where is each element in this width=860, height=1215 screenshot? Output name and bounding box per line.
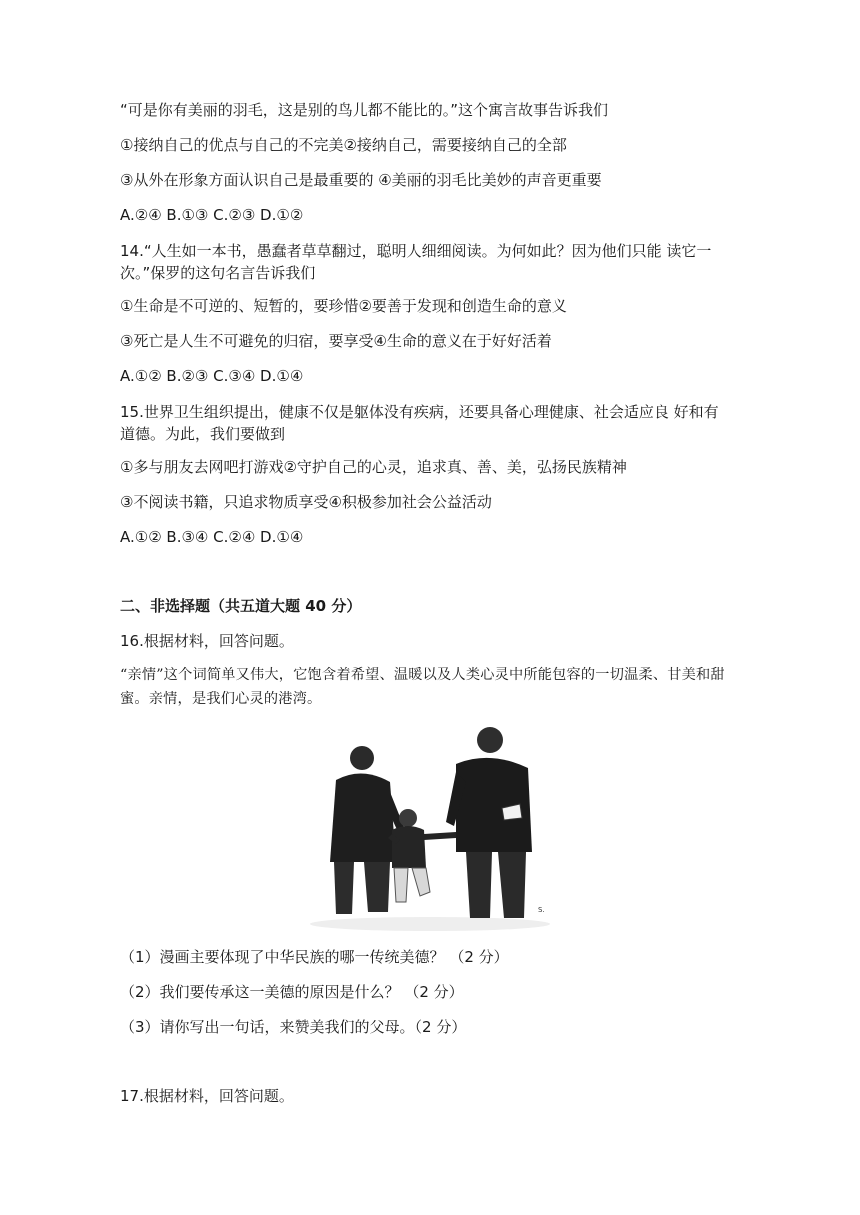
right-adult-figure [446,727,532,918]
q16-sub-question-1: （1）漫画主要体现了中华民族的哪一传统美德？ （2 分） [120,948,509,966]
q13-options-line-2: ③从外在形象方面认识自己是最重要的 ④美丽的羽毛比美妙的声音更重要 [120,171,602,189]
q15-options-line-1: ①多与朋友去网吧打游戏②守护自己的心灵，追求真、善、美，弘扬民族精神 [120,458,627,476]
q13-choices: A.②④ B.①③ C.②③ D.①② [120,206,304,224]
q16-sub-question-3: （3）请你写出一句话，来赞美我们的父母。（2 分） [120,1018,467,1036]
q16-sub-question-2: （2）我们要传承这一美德的原因是什么？ （2 分） [120,983,464,1001]
q14-stem: 14.“人生如一本书，愚蠢者草草翻过，聪明人细细阅读。为何如此？因为他们只能 读它一次。”保罗的这句名言告诉我们 [120,242,712,282]
q17-title: 17.根据材料，回答问题。 [120,1087,294,1105]
q13-stem-tail: “可是你有美丽的羽毛，这是别的鸟儿都不能比的。”这个寓言故事告诉我们 [120,101,609,119]
q15-options-line-2: ③不阅读书籍，只追求物质享受④积极参加社会公益活动 [120,493,492,511]
q15-stem: 15.世界卫生组织提出，健康不仅是躯体没有疾病，还要具备心理健康、社会适应良 好和有道德。为此，我们要做到 [120,403,719,443]
family-illustration [306,722,554,932]
q14-options-line-2: ③死亡是人生不可避免的归宿，要享受④生命的意义在于好好活着 [120,332,552,350]
section-2-heading: 二、非选择题（共五道大题 40 分） [120,597,362,615]
q15-choices: A.①② B.③④ C.②④ D.①④ [120,528,304,546]
q14-choices: A.①② B.②③ C.③④ D.①④ [120,367,304,385]
q16-material: “亲情”这个词简单又伟大，它饱含着希望、温暖以及人类心灵中所能包容的一切温柔、甘美和甜蜜。亲情，是我们心灵的港湾。 [120,667,725,707]
q13-options-line-1: ①接纳自己的优点与自己的不完美②接纳自己，需要接纳自己的全部 [120,136,567,154]
illustration-signature: S. [538,906,545,914]
q14-options-line-1: ①生命是不可逆的、短暂的，要珍惜②要善于发现和创造生命的意义 [120,297,567,315]
grandparents-child-walking-illustration [306,722,554,932]
q16-title: 16.根据材料，回答问题。 [120,632,294,650]
